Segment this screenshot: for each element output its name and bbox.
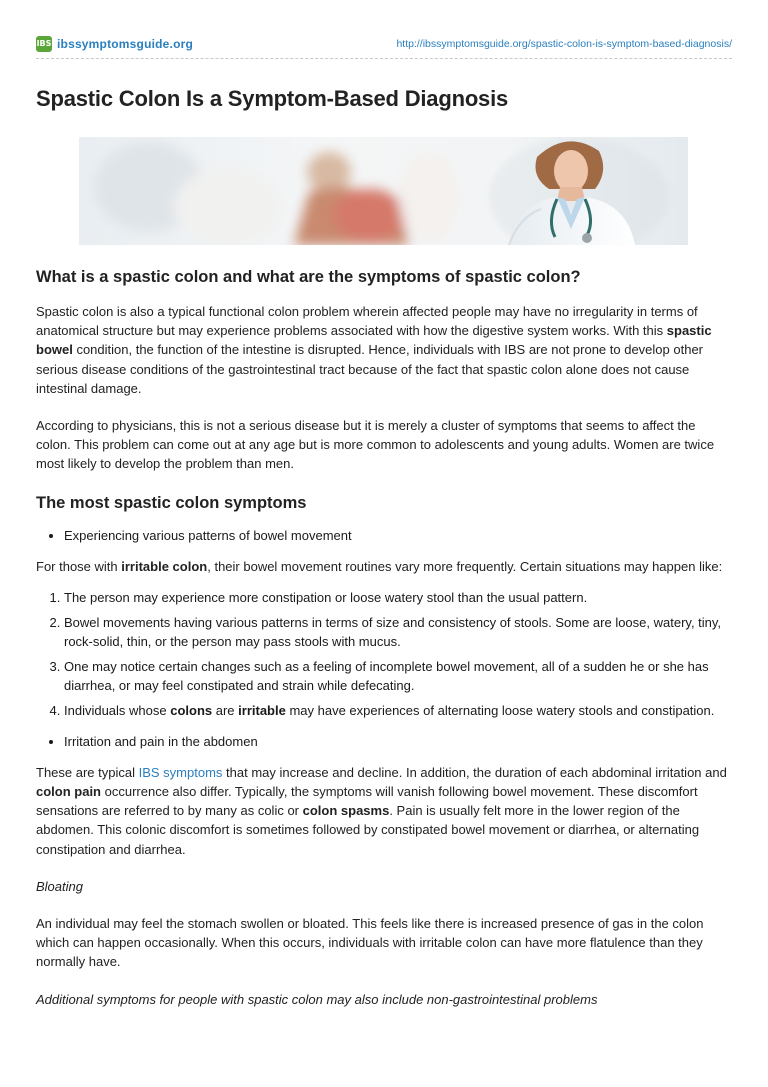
- bold-spastic-bowel: spastic bowel: [36, 323, 712, 358]
- list-item: • Experiencing various patterns of bowel movement: [64, 526, 732, 545]
- page-url-link[interactable]: http://ibssymptomsguide.org/spastic-colon-is-symptom-based-diagnosis/: [396, 38, 732, 50]
- hero-illustration: [79, 137, 688, 245]
- section-heading-symptoms: The most spastic colon symptoms: [36, 493, 307, 512]
- list-item: 2. Bowel movements having various patterns in terms of size and consistency of stools. Some are loose, watery, tiny, rock-solid, thin, or the person may pass stools with mucus.: [64, 613, 732, 651]
- paragraph-physicians: According to physicians, this is not a serious disease but it is merely a cluster of symptoms that seems to affect the colon. This problem can come out at any age but is more common to adolescents and young adults. Women are twice most likely to develop the problem than men.: [36, 418, 715, 472]
- header-divider: [36, 58, 732, 59]
- paragraph-definition: Spastic colon is also a typical functional colon problem wherein affected people may have no irregularity in terms of anatomical structure but may experience problems associated with how the digestive system works. With this spastic bowel condition, the function of the intestine is disrupted. Hence, individuals with IBS are not prone to develop other serious disease conditions of the gastrointestinal tract because of the fact that spastic colon alone does not cause intestinal damage.: [36, 304, 712, 396]
- list-item: • Irritation and pain in the abdomen: [64, 732, 732, 751]
- paragraph-irritable-colon: For those with irritable colon, their bowel movement routines vary more frequently. Certain situations may happen like:: [36, 558, 723, 574]
- hero-image: [79, 137, 688, 245]
- article-body: [36, 266, 732, 1027]
- bullet-list-pain: [36, 732, 732, 751]
- numbered-list-situations: [36, 588, 732, 720]
- bullet-list-bowel: [36, 526, 732, 545]
- page-header: [36, 36, 732, 54]
- site-logo-icon: IBS: [36, 36, 52, 52]
- list-item: 1. The person may experience more constipation or loose watery stool than the usual pattern.: [64, 588, 732, 607]
- ibs-symptoms-link[interactable]: IBS symptoms: [138, 764, 223, 780]
- paragraph-ibs-symptoms: These are typical IBS symptoms that may increase and decline. In addition, the duration of each abdominal irritation and colon pain occurrence also differ. Typically, the symptoms will vanish following bowel movement. These discomfort sensations are referred to by many as colic or colon spasms. Pain is usually felt more in the lower region of the abdomen. This colonic discomfort is sometimes followed by constipated bowel movement or diarrhea, or alternating constipation and diarrhea.: [36, 764, 727, 857]
- page-title: Spastic Colon Is a Symptom-Based Diagnosis: [36, 86, 509, 111]
- bold-irritable-colon: irritable colon: [121, 558, 208, 574]
- paragraph-additional: Additional symptoms for people with spastic colon may also include non-gastrointestinal problems: [36, 991, 598, 1007]
- list-item: 4. Individuals whose colons are irritable may have experiences of alternating loose watery stools and constipation.: [64, 701, 732, 720]
- section-heading-what-is: What is a spastic colon and what are the symptoms of spastic colon?: [36, 268, 581, 286]
- paragraph-bloating: An individual may feel the stomach swollen or bloated. This feels like there is increased presence of gas in the colon which can happen occasionally. When this occurs, individuals with irritable colon can have more flatulence than they normally have.: [36, 916, 704, 970]
- site-name-link[interactable]: ibssymptomsguide.org: [57, 37, 194, 51]
- list-item: 3. One may notice certain changes such as a feeling of incomplete bowel movement, all of a sudden he or she has diarrhea, or may feel constipated and strain while defecating.: [64, 657, 732, 695]
- bloating-label: Bloating: [36, 878, 83, 894]
